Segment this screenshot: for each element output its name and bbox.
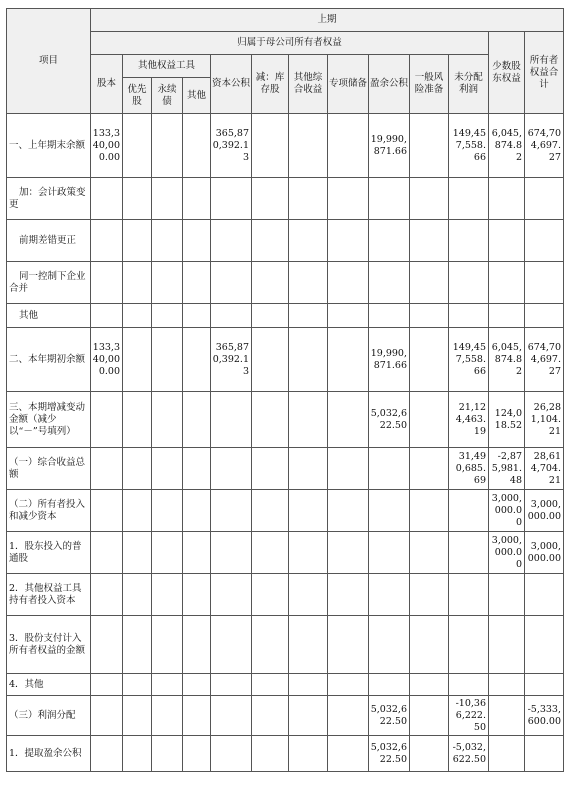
cell-preferred: [123, 736, 152, 772]
cell-preferred: [123, 392, 152, 448]
cell-capital-reserve: [211, 696, 252, 736]
cell-oci: [289, 178, 328, 220]
cell-capital: [91, 696, 123, 736]
cell-minority: 124,018.52: [489, 392, 525, 448]
cell-treasury: [252, 304, 289, 328]
cell-oci: [289, 262, 328, 304]
header-oci: 其他综合收益: [289, 55, 328, 114]
cell-treasury: [252, 328, 289, 392]
cell-capital-reserve: [211, 392, 252, 448]
cell-treasury: [252, 736, 289, 772]
cell-capital-reserve: 365,870,392.13: [211, 328, 252, 392]
table-row: [7, 736, 564, 772]
cell-total: 674,704,697.27: [525, 114, 564, 178]
cell-minority: [489, 736, 525, 772]
cell-general-risk: [410, 574, 449, 616]
cell-special-reserve: [328, 532, 369, 574]
cell-capital-reserve: [211, 574, 252, 616]
cell-preferred: [123, 490, 152, 532]
table-row: [7, 490, 564, 532]
cell-undistributed: -5,032,622.50: [449, 736, 489, 772]
cell-special-reserve: [328, 490, 369, 532]
header-capital: 股本: [91, 55, 123, 114]
cell-preferred: [123, 178, 152, 220]
cell-surplus-reserve: [369, 490, 410, 532]
cell-oci: [289, 490, 328, 532]
cell-undistributed: [449, 616, 489, 674]
cell-preferred: [123, 448, 152, 490]
table-row: [7, 392, 564, 448]
cell-undistributed: 31,490,685.69: [449, 448, 489, 490]
cell-capital-reserve: [211, 262, 252, 304]
table-row: [7, 304, 564, 328]
row-label: 3．股份支付计入所有者权益的金额: [7, 616, 91, 674]
cell-surplus-reserve: [369, 574, 410, 616]
cell-special-reserve: [328, 696, 369, 736]
cell-capital-reserve: [211, 220, 252, 262]
cell-undistributed: [449, 178, 489, 220]
cell-minority: 3,000,000.00: [489, 532, 525, 574]
cell-special-reserve: [328, 448, 369, 490]
cell-capital-reserve: [211, 674, 252, 696]
cell-surplus-reserve: [369, 262, 410, 304]
cell-oci: [289, 114, 328, 178]
cell-other-tool: [183, 736, 211, 772]
cell-general-risk: [410, 696, 449, 736]
cell-general-risk: [410, 674, 449, 696]
equity-change-table: [6, 8, 564, 772]
cell-perpetual: [152, 574, 183, 616]
row-label: 二、本年期初余额: [7, 328, 91, 392]
header-capital-reserve: 资本公积: [211, 55, 252, 114]
table-row: [7, 696, 564, 736]
cell-other-tool: [183, 532, 211, 574]
cell-preferred: [123, 262, 152, 304]
cell-perpetual: [152, 262, 183, 304]
header-perpetual: 永续债: [152, 78, 183, 114]
row-label: 同一控制下企业合并: [7, 262, 91, 304]
cell-perpetual: [152, 696, 183, 736]
row-label: 加：会计政策变更: [7, 178, 91, 220]
cell-surplus-reserve: [369, 178, 410, 220]
cell-general-risk: [410, 448, 449, 490]
cell-general-risk: [410, 178, 449, 220]
cell-total: [525, 736, 564, 772]
row-label: 一、上年期末余额: [7, 114, 91, 178]
header-preferred: 优先股: [123, 78, 152, 114]
cell-general-risk: [410, 114, 449, 178]
cell-other-tool: [183, 262, 211, 304]
cell-total: [525, 262, 564, 304]
header-other-equity-tools: 其他权益工具: [123, 55, 211, 78]
cell-undistributed: [449, 532, 489, 574]
header-special-reserve: 专项储备: [328, 55, 369, 114]
cell-special-reserve: [328, 392, 369, 448]
table-row: [7, 262, 564, 304]
table-row: [7, 674, 564, 696]
cell-total: [525, 674, 564, 696]
cell-capital-reserve: [211, 490, 252, 532]
cell-capital: 133,340,000.00: [91, 328, 123, 392]
cell-surplus-reserve: 5,032,622.50: [369, 392, 410, 448]
cell-special-reserve: [328, 262, 369, 304]
table-row: [7, 178, 564, 220]
cell-special-reserve: [328, 674, 369, 696]
cell-perpetual: [152, 304, 183, 328]
cell-treasury: [252, 114, 289, 178]
cell-minority: -2,875,981.48: [489, 448, 525, 490]
cell-total: [525, 304, 564, 328]
cell-surplus-reserve: 19,990,871.66: [369, 114, 410, 178]
cell-capital: [91, 490, 123, 532]
cell-surplus-reserve: [369, 448, 410, 490]
cell-capital: [91, 674, 123, 696]
cell-undistributed: [449, 674, 489, 696]
cell-oci: [289, 574, 328, 616]
cell-surplus-reserve: [369, 304, 410, 328]
table-row: [7, 574, 564, 616]
cell-oci: [289, 448, 328, 490]
cell-perpetual: [152, 220, 183, 262]
cell-preferred: [123, 574, 152, 616]
row-label: 三、本期增减变动金额（减少以“－”号填列）: [7, 392, 91, 448]
cell-treasury: [252, 448, 289, 490]
cell-perpetual: [152, 736, 183, 772]
cell-capital: [91, 574, 123, 616]
header-item: 项目: [7, 9, 91, 114]
cell-undistributed: [449, 304, 489, 328]
cell-preferred: [123, 616, 152, 674]
cell-preferred: [123, 696, 152, 736]
cell-preferred: [123, 674, 152, 696]
cell-general-risk: [410, 532, 449, 574]
cell-other-tool: [183, 696, 211, 736]
table-row: [7, 114, 564, 178]
table-row: [7, 220, 564, 262]
table-row: [7, 328, 564, 392]
row-label: 其他: [7, 304, 91, 328]
table-row: [7, 448, 564, 490]
row-label: （三）利润分配: [7, 696, 91, 736]
cell-capital: [91, 616, 123, 674]
cell-general-risk: [410, 392, 449, 448]
header-undistributed: 未分配利润: [449, 55, 489, 114]
cell-minority: [489, 304, 525, 328]
cell-capital-reserve: [211, 736, 252, 772]
cell-total: [525, 574, 564, 616]
cell-capital: [91, 532, 123, 574]
cell-capital-reserve: 365,870,392.13: [211, 114, 252, 178]
cell-oci: [289, 392, 328, 448]
row-label: 前期差错更正: [7, 220, 91, 262]
header-surplus-reserve: 盈余公积: [369, 55, 410, 114]
cell-treasury: [252, 392, 289, 448]
cell-other-tool: [183, 574, 211, 616]
cell-other-tool: [183, 448, 211, 490]
cell-treasury: [252, 262, 289, 304]
cell-perpetual: [152, 616, 183, 674]
cell-other-tool: [183, 616, 211, 674]
cell-treasury: [252, 490, 289, 532]
cell-capital-reserve: [211, 616, 252, 674]
row-label: （二）所有者投入和减少资本: [7, 490, 91, 532]
row-label: 1．股东投入的普通股: [7, 532, 91, 574]
cell-treasury: [252, 696, 289, 736]
cell-surplus-reserve: [369, 674, 410, 696]
cell-oci: [289, 674, 328, 696]
cell-other-tool: [183, 178, 211, 220]
cell-general-risk: [410, 616, 449, 674]
cell-general-risk: [410, 304, 449, 328]
cell-capital-reserve: [211, 178, 252, 220]
cell-oci: [289, 736, 328, 772]
cell-other-tool: [183, 220, 211, 262]
cell-special-reserve: [328, 736, 369, 772]
cell-undistributed: 149,457,558.66: [449, 114, 489, 178]
cell-other-tool: [183, 490, 211, 532]
cell-minority: [489, 616, 525, 674]
cell-perpetual: [152, 532, 183, 574]
cell-capital: [91, 220, 123, 262]
cell-oci: [289, 220, 328, 262]
cell-other-tool: [183, 392, 211, 448]
cell-undistributed: [449, 220, 489, 262]
header-treasury: 减：库存股: [252, 55, 289, 114]
header-general-risk: 一般风险准备: [410, 55, 449, 114]
cell-total: [525, 220, 564, 262]
row-label: 2．其他权益工具持有者投入资本: [7, 574, 91, 616]
cell-other-tool: [183, 674, 211, 696]
cell-capital: [91, 178, 123, 220]
cell-treasury: [252, 574, 289, 616]
cell-preferred: [123, 532, 152, 574]
cell-oci: [289, 532, 328, 574]
cell-surplus-reserve: [369, 532, 410, 574]
cell-total: [525, 616, 564, 674]
cell-total: 3,000,000.00: [525, 490, 564, 532]
cell-preferred: [123, 114, 152, 178]
cell-surplus-reserve: [369, 616, 410, 674]
cell-perpetual: [152, 448, 183, 490]
cell-minority: [489, 220, 525, 262]
header-total: 所有者权益合计: [525, 32, 564, 114]
cell-perpetual: [152, 328, 183, 392]
header-minority: 少数股东权益: [489, 32, 525, 114]
header-period: 上期: [91, 9, 564, 32]
cell-preferred: [123, 220, 152, 262]
cell-treasury: [252, 532, 289, 574]
cell-other-tool: [183, 328, 211, 392]
cell-surplus-reserve: 5,032,622.50: [369, 696, 410, 736]
cell-perpetual: [152, 392, 183, 448]
cell-total: -5,333,600.00: [525, 696, 564, 736]
cell-minority: [489, 696, 525, 736]
cell-oci: [289, 696, 328, 736]
cell-undistributed: 21,124,463.19: [449, 392, 489, 448]
cell-minority: [489, 674, 525, 696]
cell-surplus-reserve: 5,032,622.50: [369, 736, 410, 772]
cell-surplus-reserve: 19,990,871.66: [369, 328, 410, 392]
cell-undistributed: -10,366,222.50: [449, 696, 489, 736]
cell-special-reserve: [328, 304, 369, 328]
row-label: 4．其他: [7, 674, 91, 696]
cell-minority: [489, 574, 525, 616]
cell-other-tool: [183, 114, 211, 178]
cell-total: 674,704,697.27: [525, 328, 564, 392]
cell-undistributed: [449, 574, 489, 616]
header-parent-equity: 归属于母公司所有者权益: [91, 32, 489, 55]
cell-oci: [289, 616, 328, 674]
cell-preferred: [123, 328, 152, 392]
cell-undistributed: 149,457,558.66: [449, 328, 489, 392]
cell-oci: [289, 328, 328, 392]
cell-general-risk: [410, 490, 449, 532]
cell-oci: [289, 304, 328, 328]
cell-total: 3,000,000.00: [525, 532, 564, 574]
cell-special-reserve: [328, 328, 369, 392]
cell-capital: [91, 448, 123, 490]
cell-total: 26,281,104.21: [525, 392, 564, 448]
cell-treasury: [252, 616, 289, 674]
cell-general-risk: [410, 220, 449, 262]
cell-treasury: [252, 674, 289, 696]
cell-special-reserve: [328, 178, 369, 220]
cell-special-reserve: [328, 574, 369, 616]
cell-surplus-reserve: [369, 220, 410, 262]
row-label: 1．提取盈余公积: [7, 736, 91, 772]
cell-general-risk: [410, 736, 449, 772]
cell-perpetual: [152, 490, 183, 532]
cell-capital: [91, 262, 123, 304]
cell-other-tool: [183, 304, 211, 328]
cell-minority: 6,045,874.82: [489, 114, 525, 178]
cell-undistributed: [449, 490, 489, 532]
cell-general-risk: [410, 262, 449, 304]
cell-minority: 3,000,000.00: [489, 490, 525, 532]
cell-minority: 6,045,874.82: [489, 328, 525, 392]
cell-capital: 133,340,000.00: [91, 114, 123, 178]
cell-perpetual: [152, 114, 183, 178]
cell-treasury: [252, 178, 289, 220]
cell-special-reserve: [328, 114, 369, 178]
header-other-tool: 其他: [183, 78, 211, 114]
cell-capital: [91, 304, 123, 328]
cell-total: [525, 178, 564, 220]
cell-capital-reserve: [211, 532, 252, 574]
cell-capital: [91, 736, 123, 772]
row-label: （一）综合收益总额: [7, 448, 91, 490]
cell-special-reserve: [328, 616, 369, 674]
table-row: [7, 616, 564, 674]
cell-perpetual: [152, 178, 183, 220]
cell-minority: [489, 262, 525, 304]
cell-preferred: [123, 304, 152, 328]
cell-minority: [489, 178, 525, 220]
cell-capital-reserve: [211, 448, 252, 490]
cell-total: 28,614,704.21: [525, 448, 564, 490]
table-row: [7, 532, 564, 574]
cell-undistributed: [449, 262, 489, 304]
cell-special-reserve: [328, 220, 369, 262]
cell-treasury: [252, 220, 289, 262]
cell-perpetual: [152, 674, 183, 696]
cell-capital: [91, 392, 123, 448]
cell-capital-reserve: [211, 304, 252, 328]
cell-general-risk: [410, 328, 449, 392]
